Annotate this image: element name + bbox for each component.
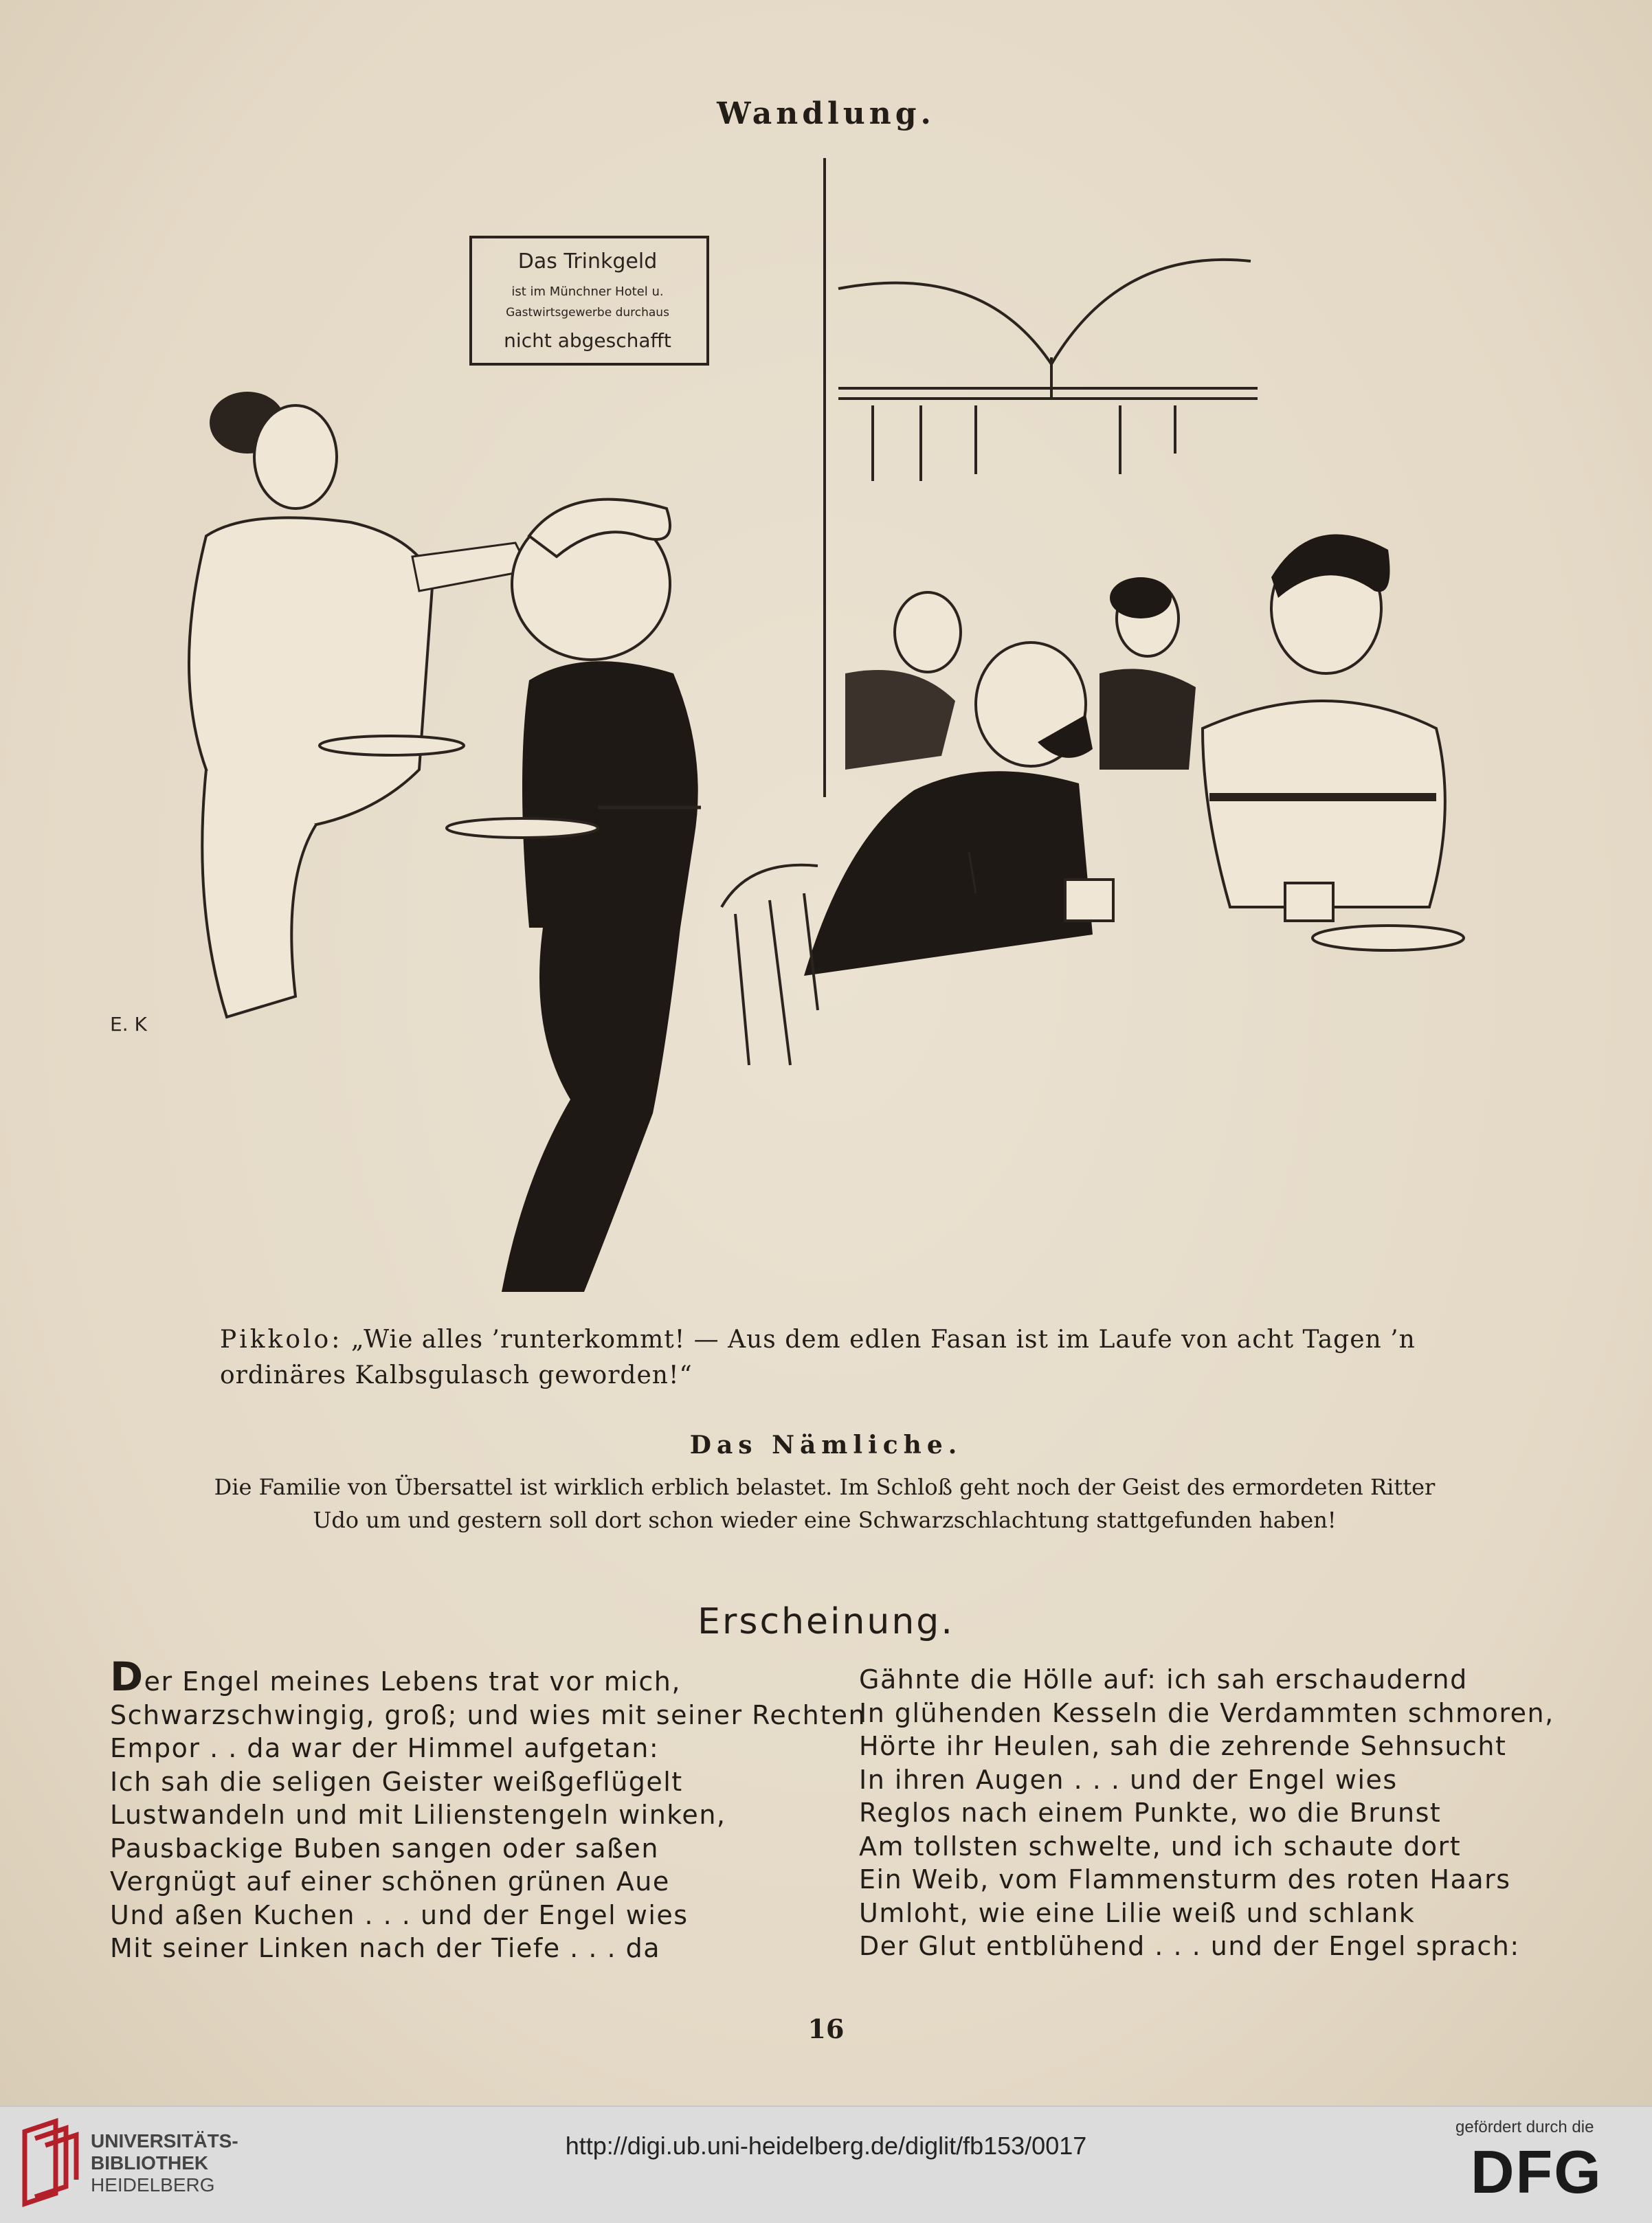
sign-line-4: nicht abgeschafft (504, 329, 671, 352)
poem-line: Empor . . da war der Himmel aufgetan: (110, 1733, 660, 1763)
poem-line: Vergnügt auf einer schönen grünen Aue (110, 1866, 670, 1897)
dfg-logo: DFG (1471, 2138, 1603, 2206)
section-heading: Das Nämliche. (689, 1431, 963, 1460)
poem-line: Hörte ihr Heulen, sah die zehrende Sehnsucht (859, 1731, 1507, 1761)
poem-line: Lustwandeln und mit Lilienstengeln winken, (110, 1800, 726, 1830)
poem-left-column (110, 1653, 867, 1965)
poem-right-column (859, 1663, 1554, 1963)
cartoon-illustration (89, 151, 1567, 1306)
drop-cap: D (110, 1653, 144, 1700)
poem-line: In glühenden Kesseln die Verdammten schmoren, (859, 1697, 1554, 1728)
poem-line: Ich sah die seligen Geister weißgeflügelt (110, 1766, 683, 1797)
sign-line-3: Gastwirtsgewerbe durchaus (506, 306, 669, 320)
cartoon-caption (220, 1322, 1498, 1394)
poem-line: Schwarzschwingig, groß; und wies mit seiner Rechten (110, 1699, 867, 1730)
caption-speaker: Pikkolo: (220, 1326, 343, 1354)
poem-line: In ihren Augen . . . und der Engel wies (859, 1764, 1398, 1795)
section-paragraph: Die Familie von Übersattel ist wirklich erblich belastet. Im Schloß geht noch der Geist des ermordeten Ritter Udo um und gestern soll dort schon wieder eine Schwarzschlachtung stattgefunden haben! (214, 1474, 1436, 1533)
poem-line: Ein Weib, vom Flammensturm des roten Haars (859, 1864, 1511, 1895)
poem-line: Umloht, wie eine Lilie weiß und schlank (859, 1897, 1416, 1928)
footer-bar (0, 2105, 1652, 2223)
caption-text: „Wie alles ’runterkommt! — Aus dem edlen Fasan ist im Laufe von acht Tagen ’n ordinäres Kalbsgulasch geworden!“ (220, 1326, 1416, 1389)
poem-line: Der Engel meines Lebens trat vor mich, (110, 1653, 681, 1700)
waitress-figure (189, 392, 529, 1017)
library-name: UNIVERSITÄTS- BIBLIOTHEK HEIDELBERG (91, 2130, 238, 2196)
poem-line: Gähnte die Hölle auf: ich sah erschaudernd (859, 1664, 1468, 1695)
poem-line: Und aßen Kuchen . . . und der Engel wies (110, 1899, 689, 1930)
poem-title: Erscheinung. (697, 1601, 955, 1642)
page-title: Wandlung. (717, 96, 935, 131)
sign-line-2: ist im Münchner Hotel u. (511, 284, 664, 299)
sign-line-1: Das Trinkgeld (517, 249, 658, 273)
page-number: 16 (807, 2013, 845, 2044)
poem-line: Pausbackige Buben sangen oder saßen (110, 1833, 659, 1864)
waiter-boy-figure (447, 500, 701, 1292)
poem-line: Mit seiner Linken nach der Tiefe . . . da (110, 1933, 661, 1963)
poem-line: Reglos nach einem Punkte, wo die Brunst (859, 1798, 1442, 1828)
cafe-scene (722, 535, 1464, 1066)
poem-line: Der Glut entblühend . . . und der Engel sprach: (859, 1931, 1520, 1961)
poem-line: Am tollsten schwelte, und ich schaute dort (859, 1831, 1462, 1862)
source-url-link[interactable]: http://digi.ub.uni-heidelberg.de/diglit/fb153/0017 (565, 2132, 1087, 2160)
artist-signature: E. K (110, 1013, 147, 1036)
funding-label: gefördert durch die (1455, 2118, 1594, 2136)
